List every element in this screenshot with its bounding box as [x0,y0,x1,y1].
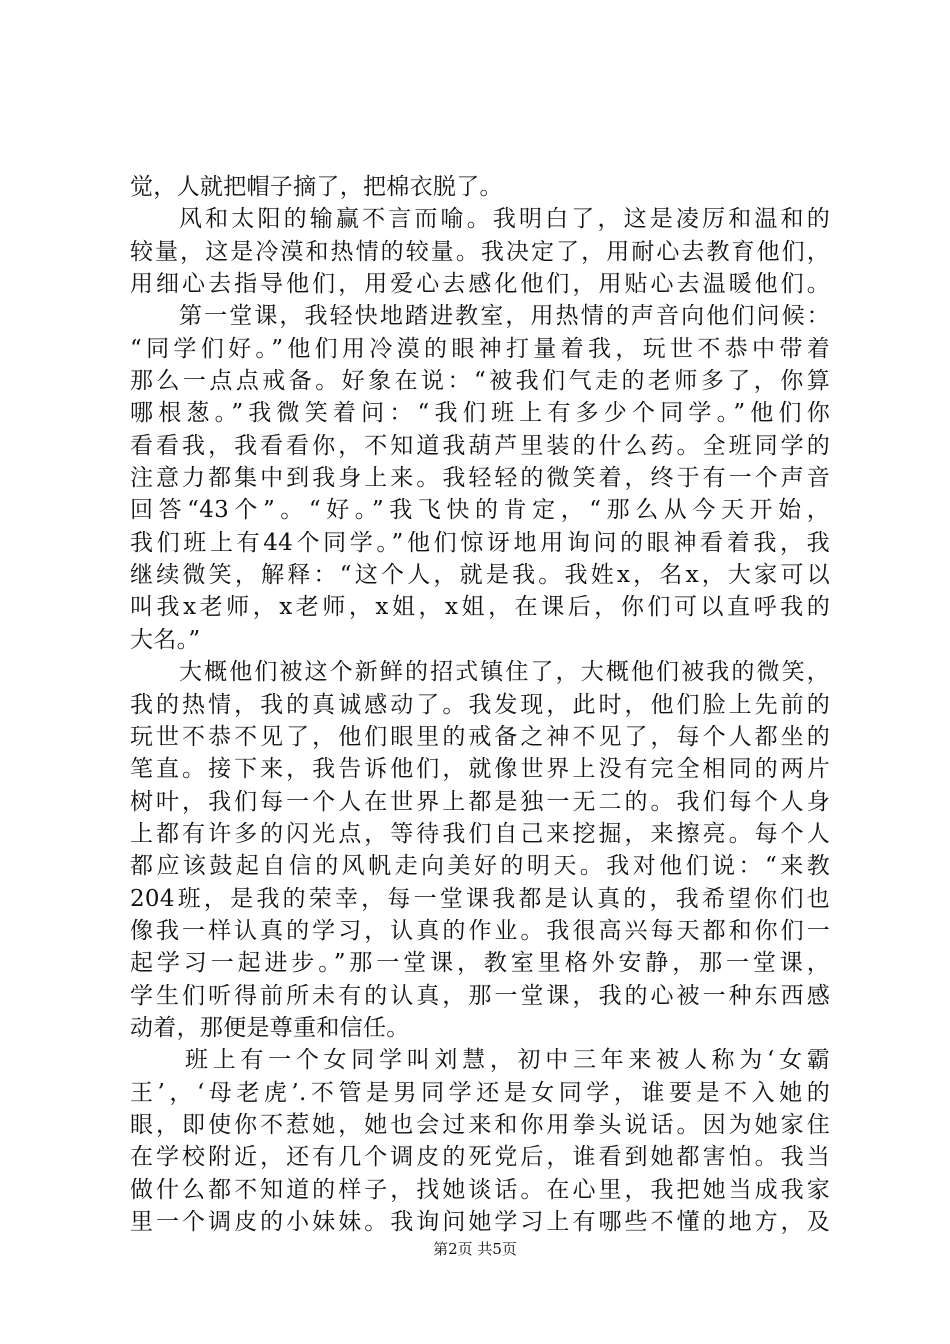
text-line: 学生们听得前所未有的认真，那一堂课，我的心被一种东西感 [130,982,830,1009]
text-line: 204班，是我的荣幸，每一堂课我都是认真的，我希望你们也 [130,885,830,912]
text-line: 眼，即使你不惹她，她也会过来和你用拳头说话。因为她家住 [130,1111,830,1138]
text-line: 树叶，我们每一个人在世界上都是独一无二的。我们每个人身 [130,788,830,815]
text-line: 大概他们被这个新鲜的招式镇住了，大概他们被我的微笑， [179,659,830,686]
text-line: 做什么都不知道的样子，找她谈话。在心里，我把她当成我家 [130,1176,830,1203]
text-line: 我们班上有44个同学。”他们惊讶地用询问的眼神看着我，我 [130,529,830,556]
text-line: 班上有一个女同学叫刘慧，初中三年来被人称为‘女霸 [185,1047,830,1074]
text-line: 注意力都集中到我身上来。我轻轻的微笑着，终于有一个声音 [130,465,830,492]
text-line: 里一个调皮的小妹妹。我询问她学习上有哪些不懂的地方，及 [130,1209,830,1235]
text-line: 那么一点点戒备。好象在说：“被我们气走的老师多了，你算 [130,368,830,395]
text-line: 叫我x老师，x老师，x姐，x姐，在课后，你们可以直呼我的 [130,594,830,621]
text-line: 看看我，我看看你，不知道我葫芦里装的什么药。全班同学的 [130,432,830,459]
text-line: 继续微笑，解释：“这个人，就是我。我姓x，名x，大家可以 [130,562,830,589]
text-line: 动着，那便是尊重和信任。 [130,1014,410,1041]
text-line: “同学们好。”他们用冷漠的眼神打量着我，玩世不恭中带着 [130,335,830,362]
text-line: 大名。” [130,626,201,653]
text-line: 笔直。接下来，我告诉他们，就像世界上没有完全相同的两片 [130,756,830,783]
text-line: 觉，人就把帽子摘了，把棉衣脱了。 [130,174,503,200]
text-line: 我的热情，我的真诚感动了。我发现，此时，他们脸上先前的 [130,691,830,718]
text-line: 像我一样认真的学习，认真的作业。我很高兴每天都和你们一 [130,917,830,944]
text-line: 王’，‘母老虎’.不管是男同学还是女同学，谁要是不入她的 [130,1079,830,1106]
text-line: 较量，这是冷漠和热情的较量。我决定了，用耐心去教育他们， [130,238,830,265]
text-line: 上都有许多的闪光点，等待我们自己来挖掘，来擦亮。每个人 [130,820,830,847]
page-footer: 第2页 共5页 [433,1240,517,1258]
document-body [130,171,830,1238]
text-line: 第一堂课，我轻快地踏进教室，用热情的声音向他们问候： [179,303,830,330]
text-line: 起学习一起进步。”那一堂课，教室里格外安静，那一堂课， [130,950,830,977]
text-line: 回答“43个”。“好。”我飞快的肯定，“那么从今天开始， [130,497,830,524]
text-line: 都应该鼓起自信的风帆走向美好的明天。我对他们说：“来教 [130,853,830,880]
text-line: 哪根葱。”我微笑着问：“我们班上有多少个同学。”他们你 [130,400,830,427]
text-line: 用细心去指导他们，用爱心去感化他们，用贴心去温暖他们。 [130,271,830,298]
text-line: 玩世不恭不见了，他们眼里的戒备之神不见了，每个人都坐的 [130,723,830,750]
text-line: 在学校附近，还有几个调皮的死党后，谁看到她都害怕。我当 [130,1144,830,1171]
text-line: 风和太阳的输赢不言而喻。我明白了，这是凌厉和温和的 [179,206,830,233]
